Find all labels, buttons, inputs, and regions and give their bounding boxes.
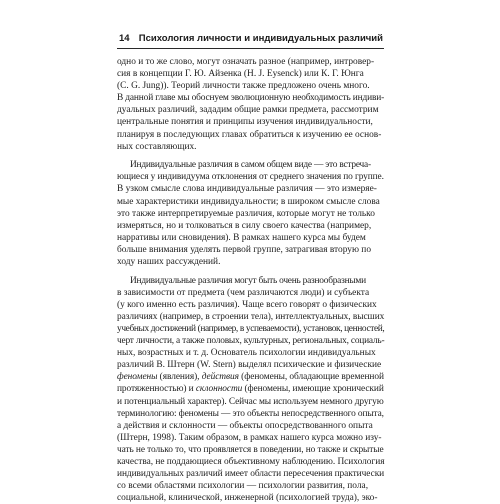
paragraph — [117, 159, 384, 268]
text-run: (C. G. Jung)). Теорий личности также предложено очень много. — [117, 81, 370, 92]
text-run: ющиеся у индивидуума отклонения от среднего значения по группе. — [117, 172, 384, 183]
text-line — [117, 92, 384, 104]
text-line — [117, 256, 384, 268]
paragraph — [117, 56, 384, 153]
text-run: это также интерпретируемые различия, которые могут не только — [117, 208, 375, 219]
text-run: терминологию: феномены — это объекты непосредственного опыта, — [117, 408, 384, 419]
text-run: черт личности, а также половых, культурных, региональных, социаль- — [117, 336, 385, 347]
italic-term: действия — [201, 372, 239, 383]
italic-term: склонности — [195, 384, 243, 395]
text-line — [117, 80, 384, 92]
text-run: (явления), — [157, 372, 202, 383]
text-line — [117, 220, 384, 232]
text-line — [117, 420, 384, 432]
text-run: протяженностью) и — [117, 384, 196, 395]
text-run: центральные понятия и принципы изучения индивидуальности, — [117, 117, 373, 128]
text-run: ходу наших рассуждений. — [117, 257, 221, 267]
text-run: измеряться, но и толковаться в силу своего качества (например, — [117, 220, 372, 231]
text-run: (феномены, имеющие хронический — [242, 384, 384, 395]
text-run: (Штерн, 1998). Таким образом, в рамках нашего курса можно изу- — [117, 432, 382, 443]
text-line — [117, 116, 384, 128]
text-line — [117, 432, 384, 444]
text-line — [117, 232, 384, 244]
text-run: ных, возрастных и т. д. Основатель психологии индивидуальных — [117, 348, 376, 359]
text-run: В узком смысле слова индивидуальные различия — это измеряе- — [117, 184, 377, 195]
text-line — [117, 492, 384, 504]
text-run: и потенциальный характер). Сейчас мы используем немного другую — [117, 396, 384, 407]
text-run: со всеми областями психологии — психологии развития, пола, — [117, 481, 369, 492]
text-run: одно и то же слово, могут означать разное (например, интровер- — [117, 57, 375, 67]
text-line — [117, 196, 384, 208]
italic-term: феномены — [117, 372, 158, 383]
text-line — [117, 480, 384, 492]
text-line — [117, 56, 384, 68]
text-line — [117, 141, 384, 153]
text-line — [117, 371, 384, 383]
text-run: чать не только то, что проявляется в поведении, но также и скрытые — [117, 444, 384, 455]
text-run: В данной главе мы обоснуем эволюционную необходимость индиви- — [117, 93, 385, 104]
text-run: Индивидуальные различия могут быть очень разнообразными — [130, 275, 366, 286]
text-run: мые характеристики индивидуальности; в широком смысле слова — [117, 196, 380, 207]
text-line — [117, 287, 384, 299]
text-line — [117, 171, 384, 183]
text-line — [117, 383, 384, 395]
text-line — [117, 104, 384, 116]
text-run: сия в концепции Г. Ю. Айзенка (H. J. Eysenck) или К. Г. Юнга — [117, 69, 364, 80]
text-run: (феномены, обладающие временной — [238, 372, 384, 383]
header-rule — [117, 48, 384, 49]
text-line — [117, 347, 384, 359]
text-run: ных составляющих. — [117, 141, 197, 152]
text-line — [117, 323, 384, 335]
text-line — [117, 275, 384, 287]
page-number: 14 — [119, 33, 130, 44]
text-line — [117, 299, 384, 311]
text-run: Индивидуальные различия в самом общем виде — это встреча- — [130, 160, 371, 171]
text-line — [117, 359, 384, 371]
text-line — [117, 408, 384, 420]
text-run: учебных достижений (например, в успеваемости), установок, ценностей, — [117, 323, 385, 334]
text-line — [117, 183, 384, 195]
text-run: а действия и склонности — объекты опосредствованного опыта — [117, 420, 373, 431]
text-line — [117, 456, 384, 468]
text-run: (у кого именно есть различия). Чаще всего говорят о физических — [117, 299, 377, 310]
text-run: различиях (например, в строении тела), интеллектуальных, высших — [117, 311, 385, 322]
running-header — [117, 30, 384, 47]
text-line — [117, 444, 384, 456]
text-run: больше внимания уделять первой группе, затрагивая вторую по — [117, 244, 372, 255]
text-line — [117, 208, 384, 220]
text-line — [117, 396, 384, 408]
text-line — [117, 311, 384, 323]
text-run: планируя в последующих главах обратиться к изучению ее основ- — [117, 129, 382, 140]
text-line — [117, 129, 384, 141]
text-line — [117, 244, 384, 256]
text-line — [117, 468, 384, 480]
paragraph — [117, 275, 384, 504]
text-run: нарративы или сновидения). В рамках нашего курса мы будем — [117, 232, 366, 243]
text-run: дуальных различий, зададим общие рамки предмета, рассмотрим — [117, 105, 379, 116]
text-run: индивидуальных различий имеет области пересечения практически — [117, 469, 385, 480]
text-line — [117, 159, 384, 171]
text-run: социальной, клинической, инженерной (психологией труда), эко- — [117, 493, 378, 504]
text-line — [117, 68, 384, 80]
text-run: качества, не поддающиеся объективному наблюдению. Психология — [117, 457, 385, 467]
body-text — [117, 56, 384, 504]
text-line — [117, 335, 384, 347]
text-run: в зависимости от предмета (чем различаются люди) и субъекта — [117, 287, 370, 298]
running-title: Психология личности и индивидуальных различий — [138, 33, 383, 44]
text-run: различий В. Штерн (W. Stern) выделял психические и физические — [117, 360, 382, 371]
